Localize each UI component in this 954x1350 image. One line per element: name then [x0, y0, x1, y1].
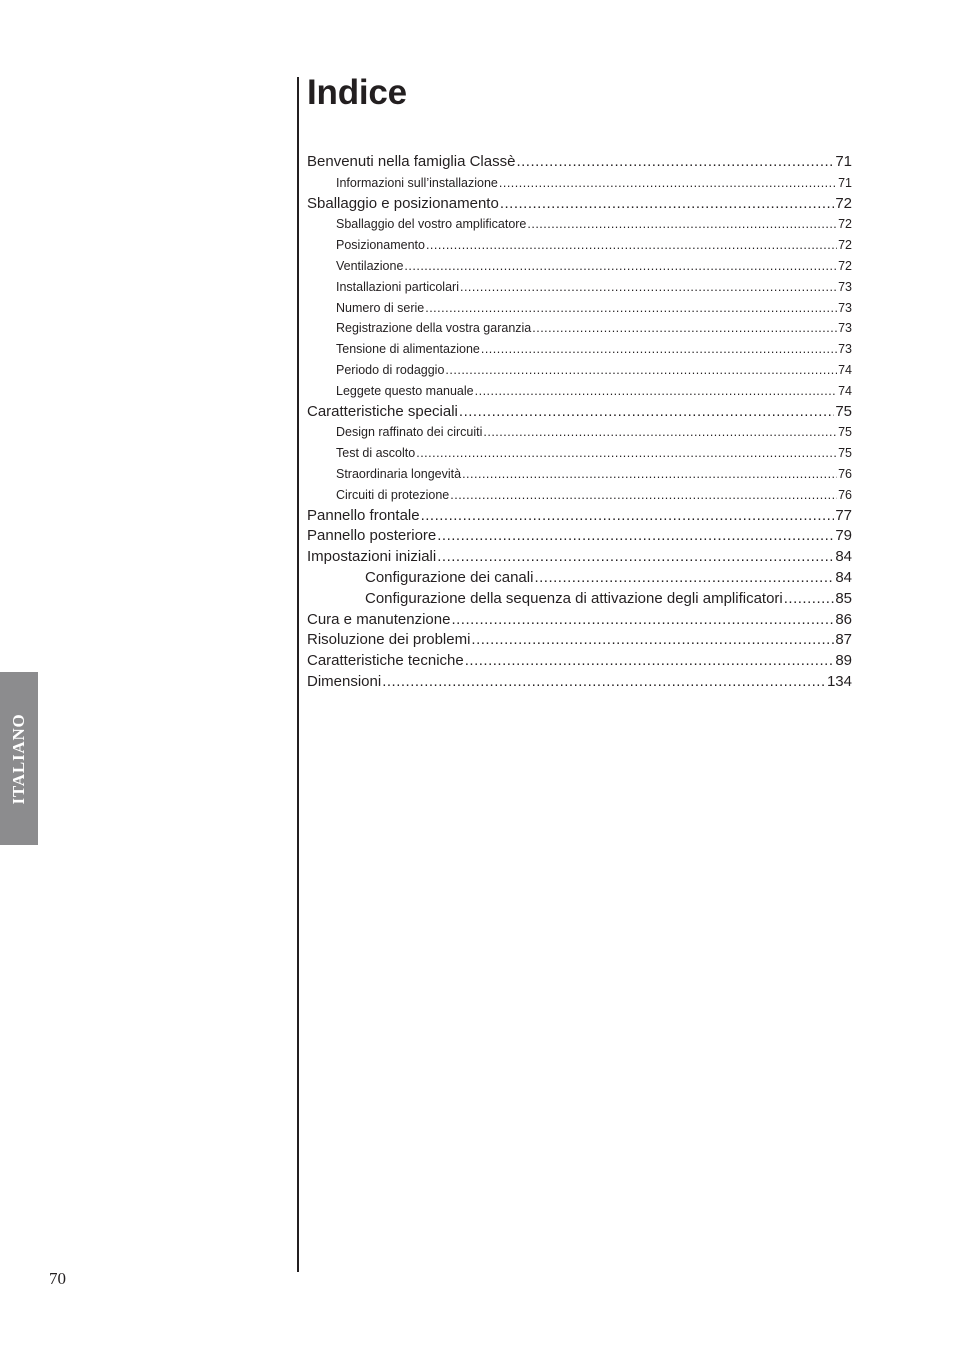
language-tab-label: ITALIANO [9, 712, 28, 805]
toc-entry [307, 360, 852, 381]
toc-entry [307, 651, 852, 672]
toc-entry-label: Numero di serie [336, 300, 425, 315]
toc-entry [307, 256, 852, 277]
toc-leader-dots [471, 630, 834, 651]
language-tab [0, 672, 38, 845]
toc-leader-dots [475, 381, 837, 402]
toc-entry [307, 277, 852, 298]
toc-leader-dots [437, 547, 834, 568]
toc-entry-page: 73 [838, 321, 852, 336]
toc-entry-label: Straordinaria longevità [336, 466, 462, 481]
toc-entry [307, 339, 852, 360]
toc-leader-dots [425, 298, 837, 319]
toc-entry-label: Dimensioni [307, 672, 382, 690]
toc-entry [307, 214, 852, 235]
toc-leader-dots [527, 214, 837, 235]
toc-entry [307, 422, 852, 443]
toc-entry-page: 79 [835, 527, 852, 545]
toc-entry-page: 86 [835, 610, 852, 628]
toc-entry [307, 318, 852, 339]
page-number: 70 [49, 1269, 66, 1288]
toc-leader-dots [416, 443, 837, 464]
toc-entry [307, 568, 852, 589]
toc-entry [307, 402, 852, 423]
toc-entry [307, 152, 852, 173]
toc-entry-label: Registrazione della vostra garanzia [336, 321, 532, 336]
toc-entry-page: 89 [835, 652, 852, 670]
toc-entry-label: Benvenuti nella famiglia Classè [307, 153, 516, 170]
toc-entry [307, 506, 852, 527]
toc-entry-page: 71 [838, 175, 852, 190]
toc-entry-label: Leggete questo manuale [336, 383, 474, 398]
toc-entry [307, 485, 852, 506]
toc-entry [307, 298, 852, 319]
toc-entry-label: Risoluzione dei problemi [307, 631, 471, 649]
toc-entry-page: 84 [835, 568, 852, 586]
toc-entry [307, 381, 852, 402]
toc-entry-page: 87 [835, 631, 852, 649]
toc-entry-label: Installazioni particolari [336, 279, 459, 294]
toc-leader-dots [460, 277, 837, 298]
toc-entry-page: 74 [838, 362, 852, 377]
toc-entry-page: 84 [835, 548, 852, 566]
toc-entry [307, 672, 852, 693]
toc-entry-label: Periodo di rodaggio [336, 362, 445, 377]
toc-entry-page: 73 [838, 300, 852, 315]
toc-entry-label: Circuiti di protezione [336, 487, 450, 502]
toc-entry-page: 72 [835, 194, 852, 212]
toc-entry-page: 76 [838, 466, 852, 481]
toc-leader-dots [462, 464, 837, 485]
toc-leader-dots [499, 173, 837, 194]
page-title: Indice [307, 73, 407, 112]
toc-entry-label: Sballaggio e posizionamento [307, 194, 499, 212]
toc-entry-label: Pannello posteriore [307, 527, 437, 545]
toc-entry-label: Design raffinato dei circuiti [336, 425, 483, 440]
toc-leader-dots [516, 152, 834, 173]
toc-entry [307, 547, 852, 568]
toc-entry-page: 77 [835, 506, 852, 524]
toc-entry-label: Pannello frontale [307, 506, 420, 524]
toc-entry-label: Impostazioni iniziali [307, 548, 437, 566]
toc-entry [307, 235, 852, 256]
toc-entry [307, 526, 852, 547]
toc-entry-page: 72 [838, 217, 852, 232]
toc-leader-dots [784, 589, 835, 610]
toc-entry [307, 173, 852, 194]
toc-entry [307, 194, 852, 215]
toc-leader-dots [451, 610, 834, 631]
toc-leader-dots [450, 485, 837, 506]
toc-leader-dots [382, 672, 826, 693]
toc-entry [307, 610, 852, 631]
toc-entry-label: Cura e manutenzione [307, 610, 451, 628]
toc-entry-label: Ventilazione [336, 258, 404, 273]
toc-entry-label: Configurazione della sequenza di attivazione degli amplificatori [365, 589, 783, 607]
toc-entry-page: 74 [838, 383, 852, 398]
toc-entry-label: Tensione di alimentazione [336, 342, 480, 357]
toc-leader-dots [500, 194, 835, 215]
toc-entry-label: Sballaggio del vostro amplificatore [336, 217, 527, 232]
toc-entry-label: Configurazione dei canali [365, 568, 534, 586]
toc-entry-label: Informazioni sull’installazione [336, 175, 498, 190]
toc-entry-page: 134 [826, 672, 852, 690]
toc-leader-dots [483, 422, 837, 443]
toc-leader-dots [534, 568, 834, 589]
toc-entry-page: 85 [835, 589, 852, 607]
toc-entry-page: 72 [838, 238, 852, 253]
toc-entry-label: Caratteristiche speciali [307, 402, 458, 420]
toc-leader-dots [481, 339, 837, 360]
table-of-contents [307, 152, 852, 693]
toc-entry-label: Posizionamento [336, 238, 425, 253]
toc-leader-dots [426, 235, 837, 256]
toc-entry-page: 73 [838, 342, 852, 357]
toc-entry-page: 73 [838, 279, 852, 294]
toc-entry-page: 76 [838, 487, 852, 502]
toc-leader-dots [459, 402, 834, 423]
toc-entry [307, 589, 852, 610]
toc-entry-page: 75 [835, 402, 852, 420]
toc-entry-page: 71 [835, 153, 852, 170]
toc-entry-page: 75 [838, 446, 852, 461]
toc-leader-dots [445, 360, 837, 381]
toc-leader-dots [532, 318, 837, 339]
toc-entry [307, 464, 852, 485]
toc-entry-label: Caratteristiche tecniche [307, 652, 464, 670]
toc-entry-page: 75 [838, 425, 852, 440]
toc-leader-dots [437, 526, 834, 547]
toc-entry-page: 72 [838, 258, 852, 273]
toc-entry [307, 443, 852, 464]
toc-leader-dots [404, 256, 837, 277]
toc-entry [307, 630, 852, 651]
vertical-rule [297, 77, 299, 1272]
toc-leader-dots [465, 651, 835, 672]
toc-entry-label: Test di ascolto [336, 446, 416, 461]
toc-leader-dots [421, 506, 835, 527]
